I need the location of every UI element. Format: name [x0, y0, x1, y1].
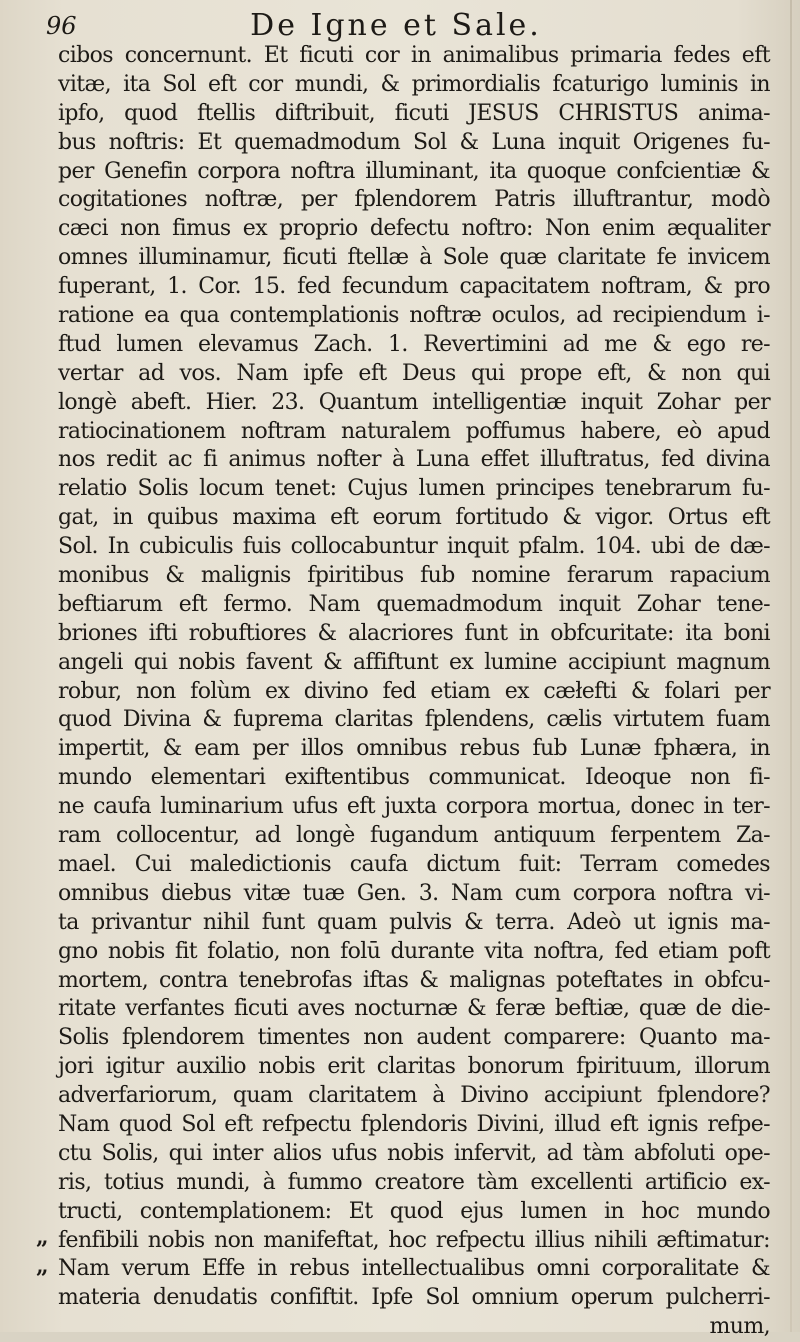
text-line: quod Divina & fuprema claritas fplendens, cælis virtutem fuam — [58, 707, 770, 733]
page-header — [46, 6, 746, 43]
text-line: vitæ, ita Sol eft cor mundi, & primordialis fcaturigo luminis in — [58, 71, 770, 97]
text-line: impertit, & eam per illos omnibus rebus fub Lunæ fphæra, in — [58, 736, 770, 762]
text-line: jori igitur auxilio nobis erit claritas bonorum fpirituum, illorum — [58, 1054, 770, 1080]
text-line: cæci non fimus ex proprio defectu noftro: Non enim æqualiter — [58, 216, 770, 242]
text-line: materia denudatis confiftit. Ipfe Sol omnium operum pulcherri- — [58, 1285, 770, 1311]
page-edge — [790, 0, 792, 1332]
text-line: gat, in quibus maxima eft eorum fortitudo & vigor. Ortus eft — [58, 505, 770, 531]
page-number: 96 — [46, 12, 77, 40]
text-line: ris, totius mundi, à fummo creatore tàm excellenti artificio ex- — [58, 1169, 770, 1195]
text-line: beftiarum eft fermo. Nam quemadmodum inquit Zohar tene- — [58, 591, 770, 617]
text-line: ram collocentur, ad longè fugandum antiquum ferpentem Za- — [58, 823, 770, 849]
body-text — [58, 42, 770, 1342]
text-line: relatio Solis locum tenet: Cujus lumen principes tenebrarum fu- — [58, 476, 770, 502]
quotation-mark-margin: „ — [36, 1253, 49, 1279]
text-line: gno nobis fit folatio, non folū durante vita noftra, fed etiam poft — [58, 938, 770, 964]
text-line: ratiocinationem noftram naturalem poffumus habere, eò apud — [58, 418, 770, 444]
text-line: fenfibili nobis non manifeftat, hoc refpectu illius nihili æftimatur: — [58, 1227, 770, 1253]
text-line: ne caufa luminarium ufus eft juxta corpora mortua, donec in ter- — [58, 794, 770, 820]
text-line: bus noftris: Et quemadmodum Sol & Luna inquit Origenes fu- — [58, 129, 770, 155]
text-line: ctu Solis, qui inter alios ufus nobis infervit, ad tàm abfoluti ope- — [58, 1140, 770, 1166]
text-line: fuperant, 1. Cor. 15. fed fecundum capacitatem noftram, & pro — [58, 274, 770, 300]
text-line: briones ifti robuftiores & alacriores funt in obfcuritate: ita boni — [58, 620, 770, 646]
text-line: vertar ad vos. Nam ipfe eft Deus qui prope eft, & non qui — [58, 360, 770, 386]
text-line: ipfo, quod ftellis diftribuit, ficuti JESUS CHRISTUS anima- — [58, 100, 770, 126]
text-line: ta privantur nihil funt quam pulvis & terra. Adeò ut ignis ma- — [58, 909, 770, 935]
running-title: De Igne et Sale. — [250, 8, 542, 43]
quotation-mark-margin: „ — [36, 1224, 49, 1250]
text-line: mortem, contra tenebrofas iftas & malignas poteftates in obfcu- — [58, 967, 770, 993]
text-line: omnibus diebus vitæ tuæ Gen. 3. Nam cum corpora noftra vi- — [58, 880, 770, 906]
text-line: angeli qui nobis favent & affiftunt ex lumine accipiunt magnum — [58, 649, 770, 675]
text-line: longè abeft. Hier. 23. Quantum intelligentiæ inquit Zohar per — [58, 389, 770, 415]
text-line: omnes illuminamur, ficuti ftellæ à Sole quæ claritate fe invicem — [58, 245, 770, 271]
text-line: adverfariorum, quam claritatem à Divino accipiunt fplendore? — [58, 1083, 770, 1109]
text-line: Solis fplendorem timentes non audent comparere: Quanto ma- — [58, 1025, 770, 1051]
text-line: Sol. In cubiculis fuis collocabuntur inquit pfalm. 104. ubi de dæ- — [58, 534, 770, 560]
catchword: mum, — [709, 1314, 770, 1340]
text-line: cibos concernunt. Et ficuti cor in animalibus primaria fedes eft — [58, 43, 770, 68]
text-line: nos redit ac fi animus nofter à Luna effet illuftratus, fed divina — [58, 447, 770, 473]
text-line: tructi, contemplationem: Et quod ejus lumen in hoc mundo — [58, 1198, 770, 1224]
text-line: per Genefin corpora noftra illuminant, ita quoque confcientiæ & — [58, 158, 770, 184]
text-line: Nam verum Effe in rebus intellectualibus omni corporalitate & — [58, 1256, 770, 1282]
text-line: cogitationes noftræ, per fplendorem Patris illuftrantur, modò — [58, 187, 770, 213]
text-line: mael. Cui maledictionis caufa dictum fuit: Terram comedes — [58, 851, 770, 877]
text-line: ftud lumen elevamus Zach. 1. Revertimini ad me & ego re- — [58, 331, 770, 357]
text-line: ratione ea qua contemplationis noftræ oculos, ad recipiendum i- — [58, 303, 770, 329]
text-line: robur, non folùm ex divino fed etiam ex cæłefti & folari per — [58, 678, 770, 704]
text-line: Nam quod Sol eft refpectu fplendoris Divini, illud eft ignis refpe- — [58, 1111, 770, 1137]
text-line: monibus & malignis fpiritibus fub nomine ferarum rapacium — [58, 563, 770, 589]
text-line: ritate verfantes ficuti aves nocturnæ & feræ beftiæ, quæ de die- — [58, 996, 770, 1022]
text-line: mundo elementari exiftentibus communicat. Ideoque non fi- — [58, 765, 770, 791]
